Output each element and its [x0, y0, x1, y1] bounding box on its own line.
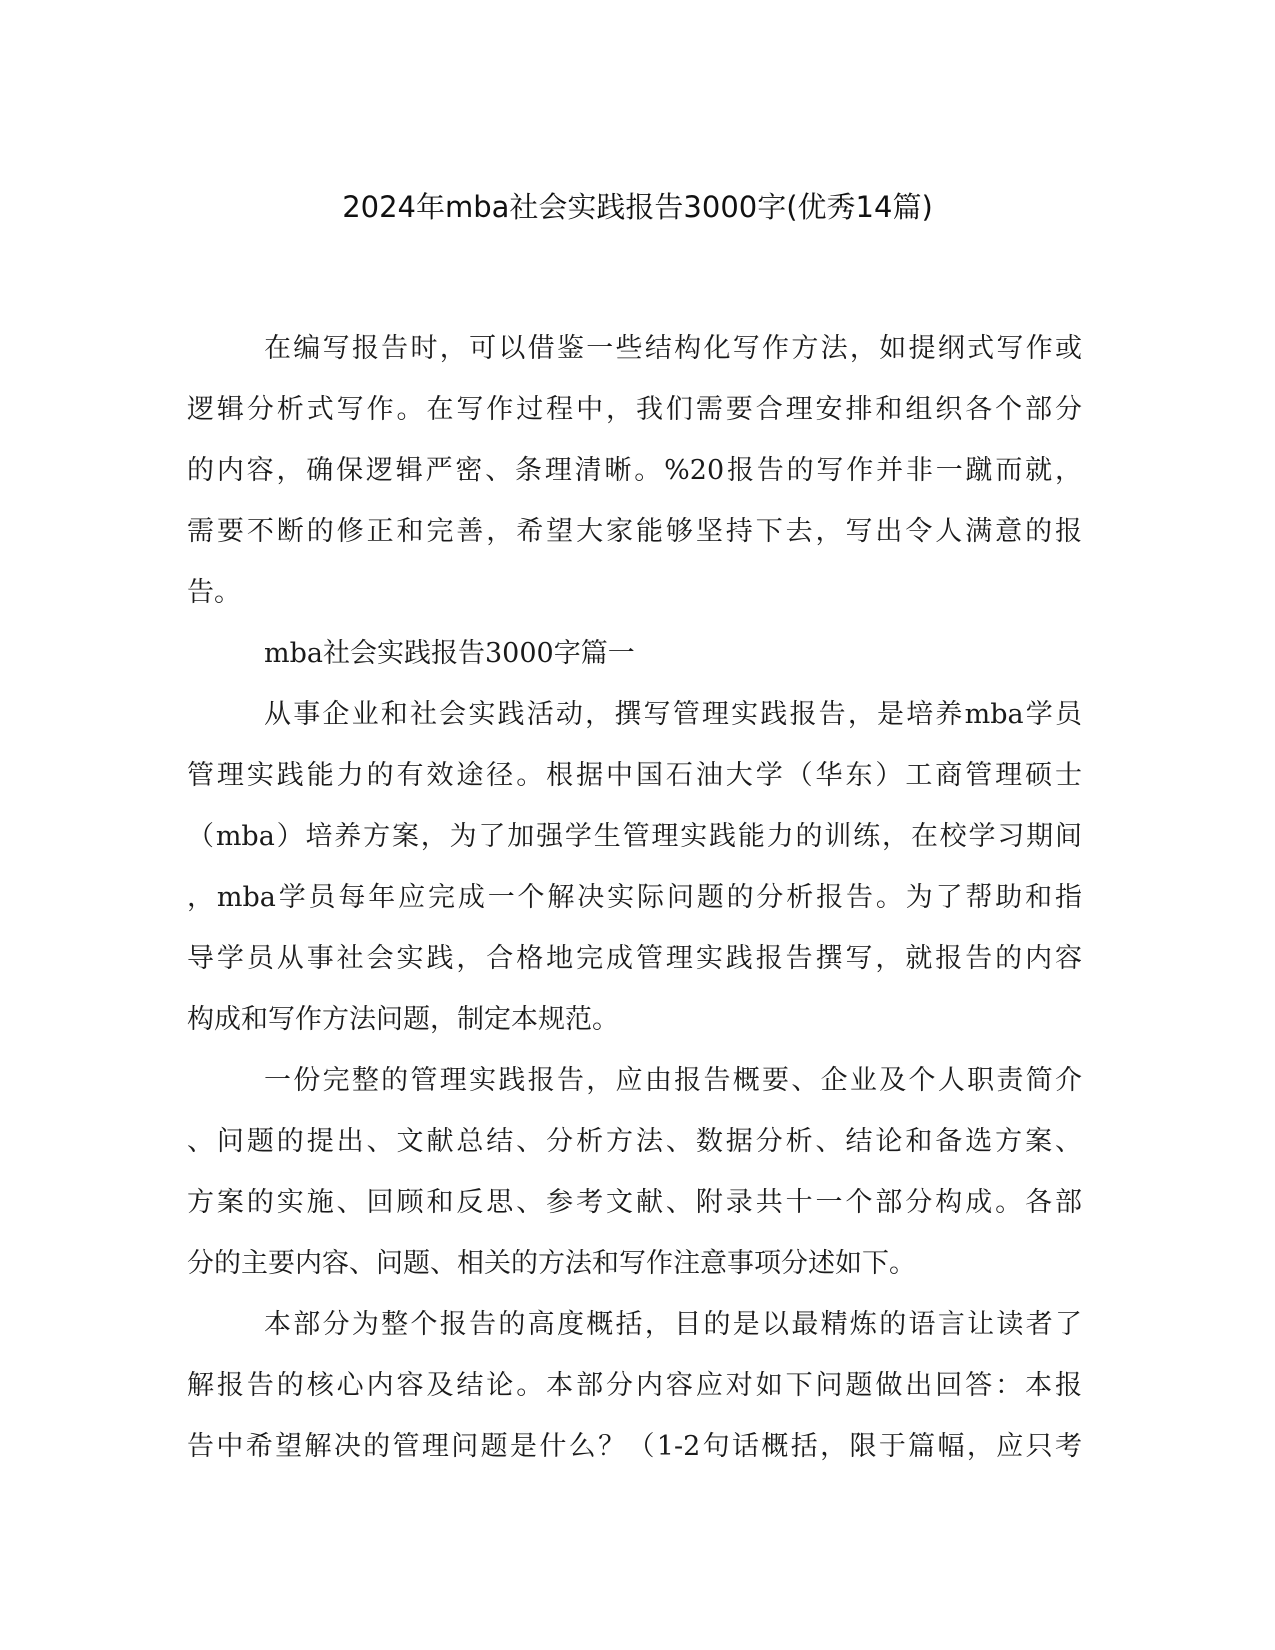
body-text-line: 的内容，确保逻辑严密、条理清晰。%20报告的写作并非一蹴而就， [187, 455, 1082, 486]
body-text-line: 一份完整的管理实践报告，应由报告概要、企业及个人职责简介 [264, 1065, 1082, 1096]
body-text-line: 构成和写作方法问题，制定本规范。 [187, 1004, 619, 1035]
body-text-line: 解报告的核心内容及结论。本部分内容应对如下问题做出回答：本报 [187, 1370, 1082, 1401]
body-text-line: ，mba学员每年应完成一个解决实际问题的分析报告。为了帮助和指 [187, 882, 1082, 913]
body-text-line: （mba）培养方案，为了加强学生管理实践能力的训练，在校学习期间 [187, 821, 1082, 852]
body-text-line: 、问题的提出、文献总结、分析方法、数据分析、结论和备选方案、 [187, 1126, 1082, 1157]
body-text-line: 需要不断的修正和完善，希望大家能够坚持下去，写出令人满意的报 [187, 516, 1082, 547]
body-text-line: 方案的实施、回顾和反思、参考文献、附录共十一个部分构成。各部 [187, 1187, 1082, 1218]
document-title: 2024年mba社会实践报告3000字(优秀14篇) [342, 190, 933, 224]
body-text-line: 在编写报告时，可以借鉴一些结构化写作方法，如提纲式写作或 [264, 333, 1082, 364]
body-text-line: 分的主要内容、问题、相关的方法和写作注意事项分述如下。 [187, 1248, 916, 1279]
body-text-line: 本部分为整个报告的高度概括，目的是以最精炼的语言让读者了 [264, 1309, 1082, 1340]
body-text-line: 告。 [187, 577, 241, 608]
body-text-line: 管理实践能力的有效途径。根据中国石油大学（华东）工商管理硕士 [187, 760, 1082, 791]
body-text-line: 告中希望解决的管理问题是什么？（1-2句话概括，限于篇幅，应只考 [187, 1431, 1082, 1462]
body-text-line: 导学员从事社会实践，合格地完成管理实践报告撰写，就报告的内容 [187, 943, 1082, 974]
body-text-line: 从事企业和社会实践活动，撰写管理实践报告，是培养mba学员 [264, 699, 1082, 730]
body-text-line: 逻辑分析式写作。在写作过程中，我们需要合理安排和组织各个部分 [187, 394, 1082, 425]
document-body [187, 318, 1082, 1477]
body-text-line: mba社会实践报告3000字篇一 [264, 638, 635, 669]
